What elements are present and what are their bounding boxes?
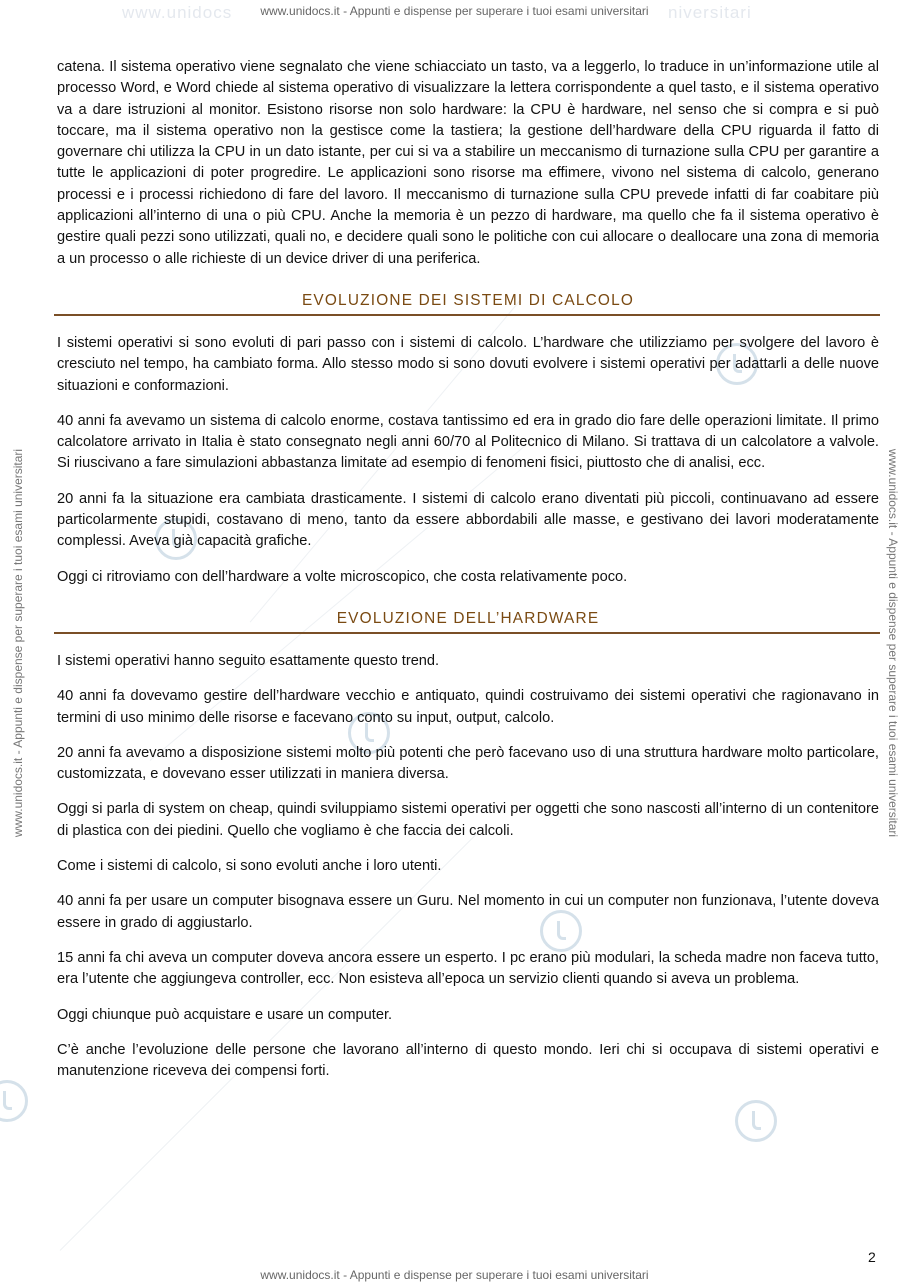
section-heading (57, 292, 879, 316)
watermark-logo-icon (0, 1080, 28, 1122)
watermark-ghost-text: www.unidocs (122, 3, 233, 22)
paragraph: Come i sistemi di calcolo, si sono evoluti anche i loro utenti. (57, 858, 442, 875)
paragraph: Oggi ci ritroviamo con dell’hardware a volte microscopico, che costa relativamente poco. (57, 568, 628, 585)
section-title: EVOLUZIONE DELL’HARDWARE (336, 609, 600, 627)
paragraph: I sistemi operativi hanno seguito esattamente questo trend. (57, 652, 440, 669)
section-title: EVOLUZIONE DEI SISTEMI DI CALCOLO (301, 291, 635, 309)
page-number: 2 (868, 1249, 876, 1265)
intro-paragraph: catena. Il sistema operativo viene segnalato che viene schiacciato un tasto, va a leggerlo, lo traduce in un’informazione utile al processo Word, e Word chiede al sistema operativo di visualizzare la lettera corrispondente a quel tasto, e il sistema operativo va a dare istruzioni al monitor. Esistono risorse non solo hardware: la CPU è hardware, nel senso che si compra e si può toccare, ma il sistema operativo non la gestisce come la tastiera; la gestione dell’hardware della CPU riguarda il fatto di governare chi utilizza la CPU in un dato istante, per cui si va a stabilire un meccanismo di turnazione sulla CPU per garantire a tutte le applicazioni di poter progredire. Le applicazioni sono risorse ma effimere, vivono nel sistema di calcolo, generano processi e i processi richiedono di fare del lavoro. Il meccanismo di turnazione sulla CPU prevede infatti di far coabitare più applicazioni all’interno di una o più CPU. Anche la memoria è un pezzo di hardware, ma quello che fa il sistema operativo è gestire quali pezzi sono utilizzati, quali no, e decidere quali sono le politiche con cui allocare o deallocare una zona di memoria a un processo o alle richieste di un device driver di una periferica. (57, 59, 879, 267)
section-heading (57, 610, 879, 634)
paragraph: 20 anni fa la situazione era cambiata drasticamente. I sistemi di calcolo erano diventati più piccoli, continuavano ad essere particolarmente stupidi, costavano di meno, tanto da essere abbordabili alle masse, e gestivano dei lavori moderatamente complessi. Aveva già capacità grafiche. (57, 490, 879, 550)
paragraph: 20 anni fa avevamo a disposizione sistemi molto più potenti che però facevano uso di una struttura hardware molto particolare, customizzata, e dovevano esser utilizzati in maniera diversa. (57, 744, 879, 783)
watermark-footer: www.unidocs.it - Appunti e dispense per superare i tuoi esami universitari (260, 1268, 649, 1282)
section-divider (54, 632, 880, 634)
paragraph: Oggi chiunque può acquistare e usare un computer. (57, 1006, 393, 1023)
paragraph: 40 anni fa dovevamo gestire dell’hardware vecchio e antiquato, quindi costruivamo dei sistemi operativi che ragionavano in termini di uso minimo delle risorse e facevano conto su input, output, calcolo. (57, 688, 879, 726)
section-divider (54, 314, 880, 316)
watermark-ghost-text: niversitari (668, 3, 752, 22)
document-body (57, 57, 879, 1096)
paragraph: 40 anni fa avevamo un sistema di calcolo enorme, costava tantissimo ed era in grado dio fare delle operazioni limitate. Il primo calcolatore arrivato in Italia è stato consegnato negli anni 60/70 al Politecnico di Milano. Si trattava di un calcolatore a valvole. Si riuscivano a fare simulazioni abbastanza limitate ad esempio di fenomeni fisici, piuttosto che di analisi, ecc. (57, 412, 879, 472)
watermark-side-right: www.unidocs.it - Appunti e dispense per superare i tuoi esami universitari (886, 448, 900, 838)
paragraph: C’è anche l’evoluzione delle persone che lavorano all’interno di questo mondo. Ieri chi si occupava di sistemi operativi e manutenzione riceveva dei compensi forti. (57, 1041, 879, 1080)
paragraph: 15 anni fa chi aveva un computer doveva ancora essere un esperto. I pc erano più modulari, la scheda madre non faceva tutto, era l’utente che aggiungeva controller, ecc. Non esisteva all’epoca un servizio clienti quando si aveva un problema. (57, 949, 879, 988)
paragraph: I sistemi operativi si sono evoluti di pari passo con i sistemi di calcolo. L’hardware che utilizziamo per svolgere del lavoro è cresciuto nel tempo, ha cambiato forma. Allo stesso modo si sono dovuti evolvere i sistemi operativi per adattarli a delle nuove situazioni e conformazioni. (57, 334, 879, 394)
watermark-side-left: www.unidocs.it - Appunti e dispense per superare i tuoi esami universitari (11, 448, 25, 838)
paragraph: Oggi si parla di system on cheap, quindi sviluppiamo sistemi operativi per oggetti che sono nascosti all’interno di un contenitore di plastica con dei piedini. Quello che vogliamo è che faccia dei calcoli. (57, 801, 879, 839)
watermark-header: www.unidocs.it - Appunti e dispense per superare i tuoi esami universitari (260, 4, 649, 18)
watermark-logo-icon (735, 1100, 777, 1142)
paragraph: 40 anni fa per usare un computer bisognava essere un Guru. Nel momento in cui un computer non funzionava, l’utente doveva essere in grado di aggiustarlo. (57, 893, 879, 931)
